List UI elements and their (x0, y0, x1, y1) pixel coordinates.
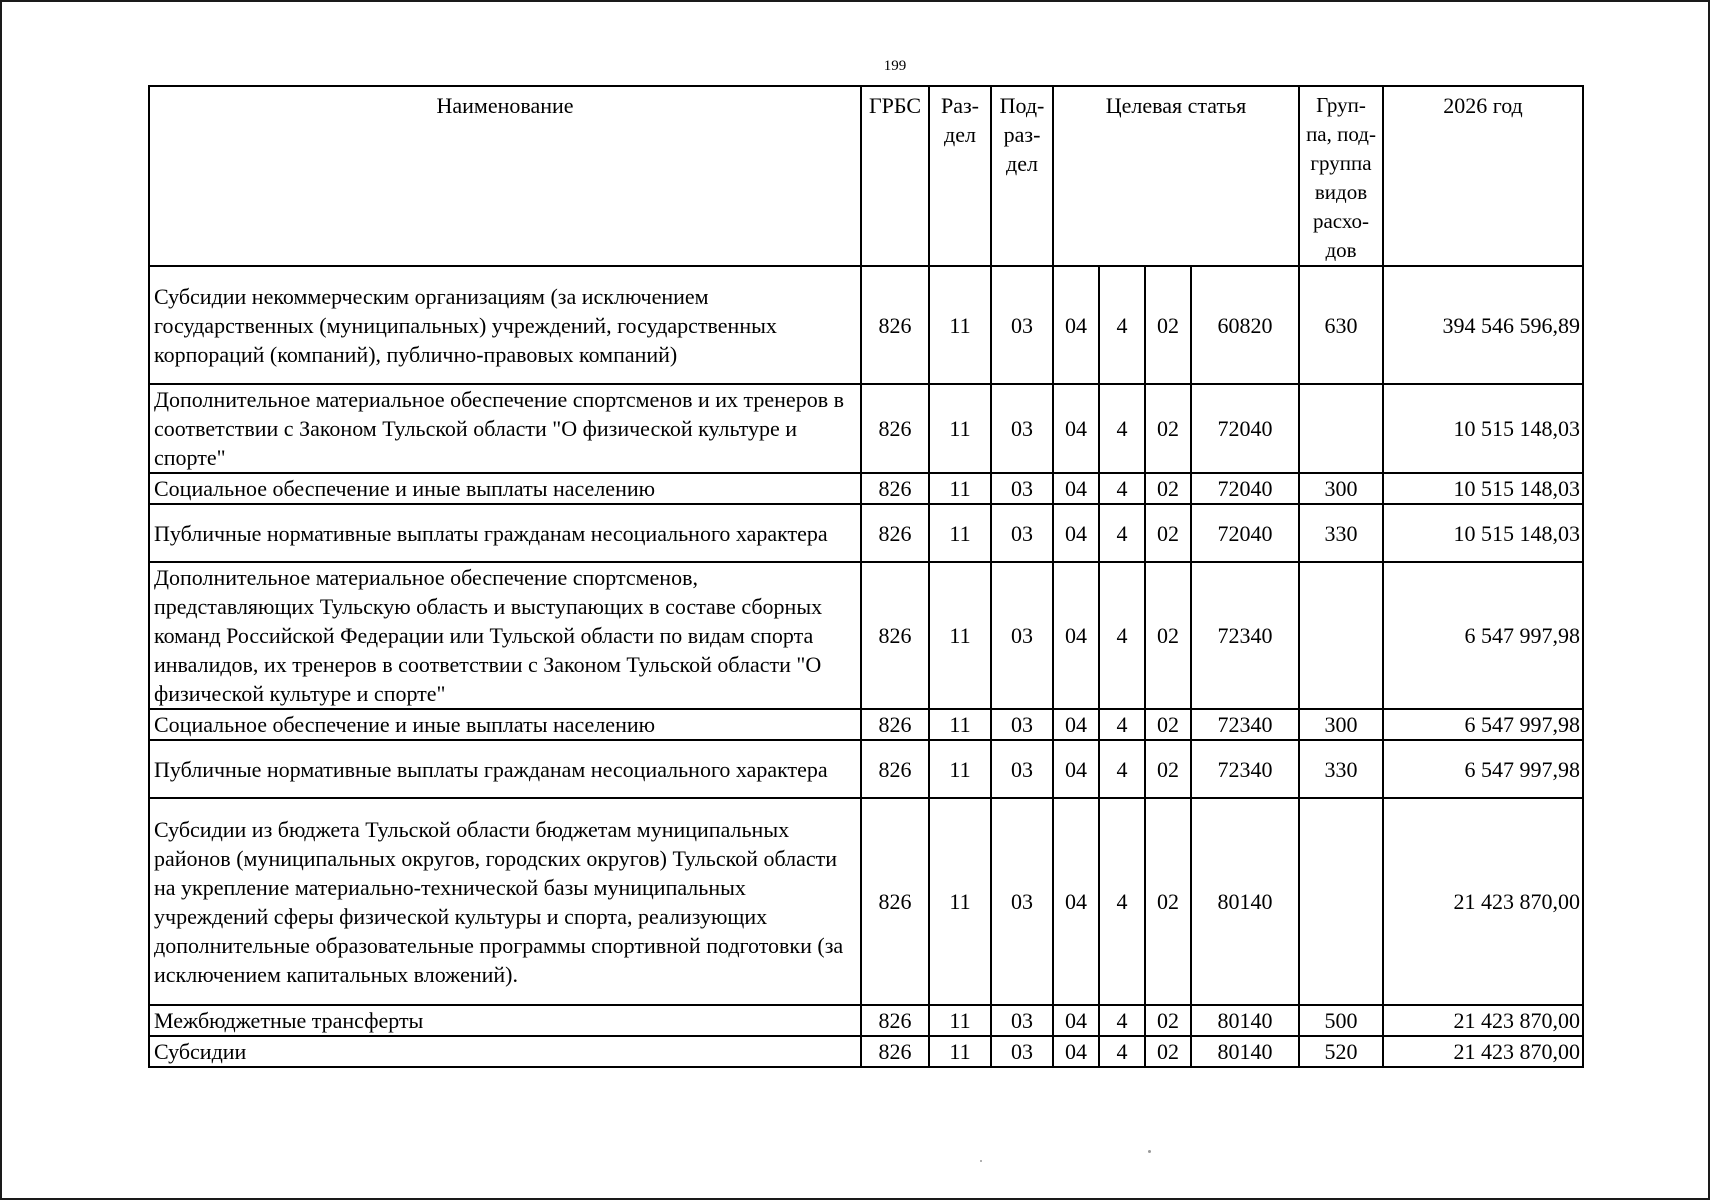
cell-target-element: 02 (1145, 473, 1191, 504)
cell-podrazdel: 03 (991, 504, 1053, 562)
cell-name: Дополнительное материальное обеспечение спортсменов, представляющих Тульскую область и выступающих в составе сборных команд Российской Федерации или Тульской области по видам спорта инвалидов, их тренеров в соответствии с Законом Тульской области "О физической культуре и спорте" (149, 562, 861, 709)
cell-razdel: 11 (929, 562, 991, 709)
cell-grbs: 826 (861, 740, 929, 798)
table-row (149, 798, 1583, 1005)
cell-amount: 6 547 997,98 (1383, 562, 1583, 709)
cell-name: Субсидии из бюджета Тульской области бюджетам муниципальных районов (муниципальных округов, городских округов) Тульской области на укрепление материально-технической базы муниципальных учреждений сферы физической культуры и спорта, реализующих дополнительные образовательные программы спортивной подготовки (за исключением капитальных вложений). (149, 798, 861, 1005)
header-name: Наименование (149, 86, 861, 266)
header-row (149, 86, 1583, 266)
cell-grbs: 826 (861, 504, 929, 562)
cell-expense-group: 330 (1299, 740, 1383, 798)
cell-razdel: 11 (929, 384, 991, 473)
cell-amount: 21 423 870,00 (1383, 1036, 1583, 1067)
cell-target-direction: 72040 (1191, 384, 1299, 473)
cell-podrazdel: 03 (991, 798, 1053, 1005)
table-row (149, 1005, 1583, 1036)
cell-expense-group: 300 (1299, 709, 1383, 740)
table-row (149, 384, 1583, 473)
cell-target-type: 4 (1099, 504, 1145, 562)
cell-podrazdel: 03 (991, 740, 1053, 798)
cell-podrazdel: 03 (991, 709, 1053, 740)
cell-target-element: 02 (1145, 384, 1191, 473)
cell-target-direction: 80140 (1191, 798, 1299, 1005)
cell-target-direction: 72340 (1191, 740, 1299, 798)
cell-target-direction: 72340 (1191, 709, 1299, 740)
cell-amount: 394 546 596,89 (1383, 266, 1583, 384)
cell-podrazdel: 03 (991, 1036, 1053, 1067)
header-year-2026: 2026 год (1383, 86, 1583, 266)
table-row (149, 562, 1583, 709)
cell-expense-group: 630 (1299, 266, 1383, 384)
cell-target-element: 02 (1145, 798, 1191, 1005)
table-body (149, 266, 1583, 1067)
cell-name: Социальное обеспечение и иные выплаты населению (149, 473, 861, 504)
cell-target-program: 04 (1053, 384, 1099, 473)
cell-expense-group: 520 (1299, 1036, 1383, 1067)
cell-podrazdel: 03 (991, 473, 1053, 504)
cell-grbs: 826 (861, 1036, 929, 1067)
cell-target-type: 4 (1099, 266, 1145, 384)
table-row (149, 1036, 1583, 1067)
cell-grbs: 826 (861, 798, 929, 1005)
cell-podrazdel: 03 (991, 384, 1053, 473)
scan-speck (980, 1160, 982, 1162)
cell-name: Субсидии (149, 1036, 861, 1067)
cell-target-element: 02 (1145, 740, 1191, 798)
header-expense-group: Груп- па, под- группа видов расхо- дов (1299, 86, 1383, 266)
cell-podrazdel: 03 (991, 266, 1053, 384)
cell-target-program: 04 (1053, 709, 1099, 740)
cell-amount: 10 515 148,03 (1383, 384, 1583, 473)
cell-target-direction: 72040 (1191, 504, 1299, 562)
cell-target-element: 02 (1145, 709, 1191, 740)
cell-target-type: 4 (1099, 384, 1145, 473)
cell-expense-group (1299, 798, 1383, 1005)
header-podrazdel: Под- раз- дел (991, 86, 1053, 266)
cell-target-type: 4 (1099, 562, 1145, 709)
cell-podrazdel: 03 (991, 562, 1053, 709)
cell-target-direction: 80140 (1191, 1005, 1299, 1036)
cell-target-program: 04 (1053, 266, 1099, 384)
table-row (149, 266, 1583, 384)
cell-target-program: 04 (1053, 1036, 1099, 1067)
cell-name: Дополнительное материальное обеспечение спортсменов и их тренеров в соответствии с Законом Тульской области "О физической культуре и спорте" (149, 384, 861, 473)
table-row (149, 709, 1583, 740)
cell-grbs: 826 (861, 709, 929, 740)
cell-amount: 21 423 870,00 (1383, 798, 1583, 1005)
cell-target-type: 4 (1099, 740, 1145, 798)
cell-name: Публичные нормативные выплаты гражданам несоциального характера (149, 740, 861, 798)
table-row (149, 473, 1583, 504)
cell-target-type: 4 (1099, 1005, 1145, 1036)
table-row (149, 740, 1583, 798)
cell-expense-group (1299, 384, 1383, 473)
cell-expense-group (1299, 562, 1383, 709)
cell-amount: 6 547 997,98 (1383, 740, 1583, 798)
cell-grbs: 826 (861, 473, 929, 504)
cell-razdel: 11 (929, 1036, 991, 1067)
page-number: 199 (883, 58, 907, 74)
cell-razdel: 11 (929, 740, 991, 798)
cell-razdel: 11 (929, 266, 991, 384)
cell-target-element: 02 (1145, 1005, 1191, 1036)
cell-grbs: 826 (861, 1005, 929, 1036)
cell-target-program: 04 (1053, 1005, 1099, 1036)
cell-razdel: 11 (929, 709, 991, 740)
table-row (149, 504, 1583, 562)
cell-target-type: 4 (1099, 798, 1145, 1005)
cell-target-direction: 72340 (1191, 562, 1299, 709)
cell-grbs: 826 (861, 562, 929, 709)
cell-target-program: 04 (1053, 504, 1099, 562)
cell-razdel: 11 (929, 473, 991, 504)
cell-target-program: 04 (1053, 740, 1099, 798)
cell-target-program: 04 (1053, 798, 1099, 1005)
cell-amount: 10 515 148,03 (1383, 504, 1583, 562)
cell-razdel: 11 (929, 504, 991, 562)
cell-target-type: 4 (1099, 709, 1145, 740)
header-target-article: Целевая статья (1053, 86, 1299, 266)
cell-expense-group: 500 (1299, 1005, 1383, 1036)
cell-amount: 21 423 870,00 (1383, 1005, 1583, 1036)
cell-target-element: 02 (1145, 504, 1191, 562)
header-grbs: ГРБС (861, 86, 929, 266)
cell-target-element: 02 (1145, 1036, 1191, 1067)
cell-grbs: 826 (861, 384, 929, 473)
cell-grbs: 826 (861, 266, 929, 384)
cell-name: Субсидии некоммерческим организациям (за исключением государственных (муниципальных) учреждений, государственных корпораций (компаний), публично-правовых компаний) (149, 266, 861, 384)
cell-expense-group: 300 (1299, 473, 1383, 504)
cell-target-element: 02 (1145, 562, 1191, 709)
cell-target-type: 4 (1099, 1036, 1145, 1067)
cell-target-type: 4 (1099, 473, 1145, 504)
cell-name: Публичные нормативные выплаты гражданам несоциального характера (149, 504, 861, 562)
budget-table (148, 85, 1584, 1068)
cell-target-direction: 60820 (1191, 266, 1299, 384)
cell-name: Межбюджетные трансферты (149, 1005, 861, 1036)
cell-name: Социальное обеспечение и иные выплаты населению (149, 709, 861, 740)
cell-amount: 6 547 997,98 (1383, 709, 1583, 740)
cell-amount: 10 515 148,03 (1383, 473, 1583, 504)
cell-target-direction: 80140 (1191, 1036, 1299, 1067)
cell-razdel: 11 (929, 1005, 991, 1036)
scan-speck (1148, 1150, 1151, 1153)
header-razdel: Раз- дел (929, 86, 991, 266)
cell-target-program: 04 (1053, 473, 1099, 504)
cell-target-program: 04 (1053, 562, 1099, 709)
cell-razdel: 11 (929, 798, 991, 1005)
cell-target-direction: 72040 (1191, 473, 1299, 504)
cell-podrazdel: 03 (991, 1005, 1053, 1036)
cell-expense-group: 330 (1299, 504, 1383, 562)
cell-target-element: 02 (1145, 266, 1191, 384)
